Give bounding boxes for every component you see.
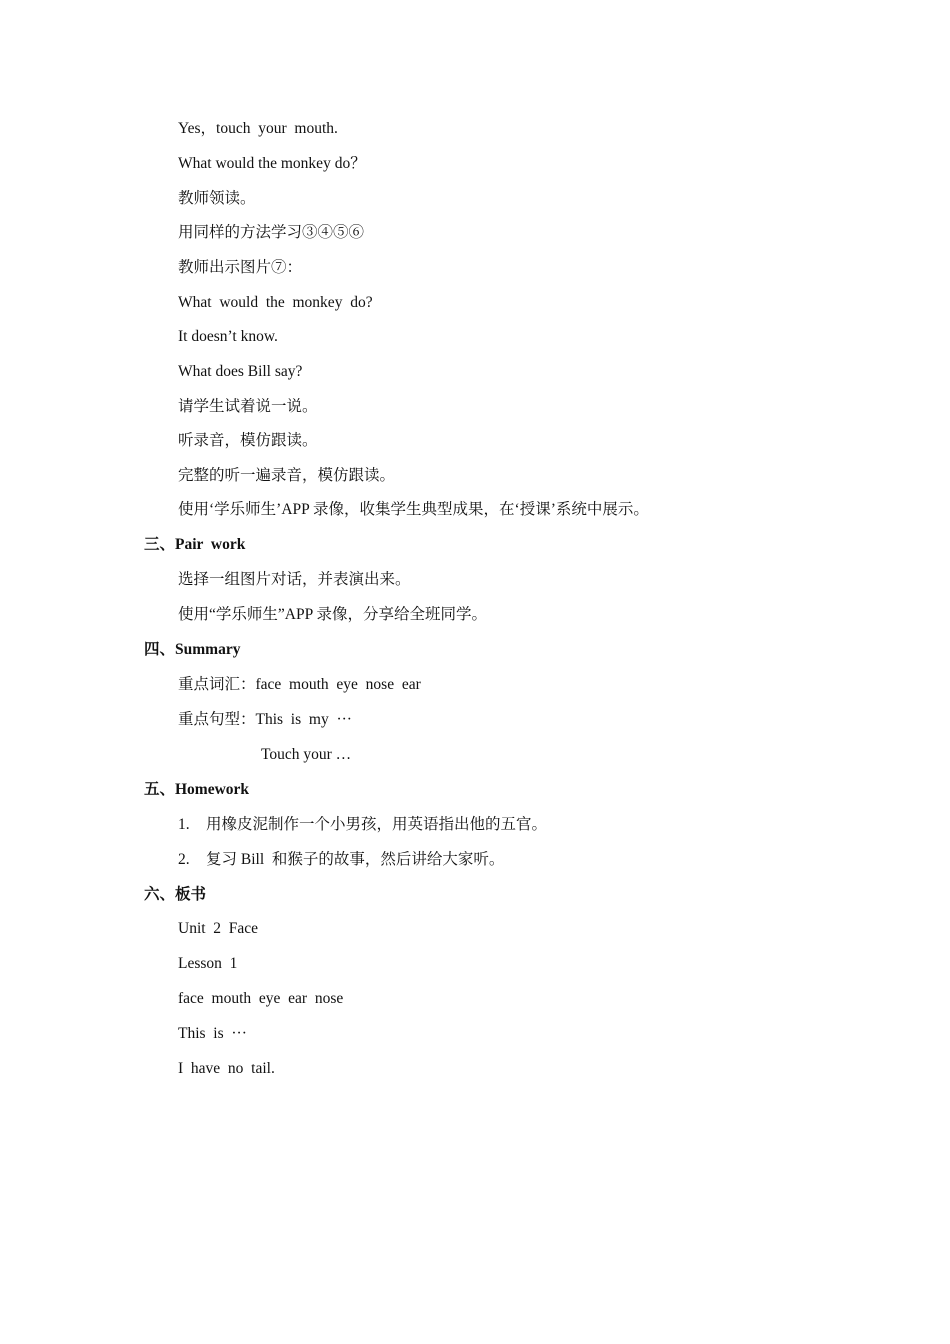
blackboard-line: This is ···: [178, 1025, 247, 1042]
body-text-line: 教师领读。: [178, 190, 256, 207]
body-text-line: What would the monkey do？: [178, 155, 366, 172]
body-text-line: Yes，touch your mouth.: [178, 120, 338, 137]
summary-pattern-2: Touch your …: [261, 746, 352, 763]
summary-vocab: 重点词汇：face mouth eye nose ear: [178, 676, 421, 693]
blackboard-line: face mouth eye ear nose: [178, 990, 344, 1007]
body-text-line: 选择一组图片对话，并表演出来。: [178, 571, 411, 588]
homework-item-number: 1.: [178, 816, 190, 833]
summary-pattern: 重点句型：This is my ···: [178, 711, 352, 728]
blackboard-line: Unit 2 Face: [178, 920, 259, 937]
section-heading-summary: 四、Summary: [144, 641, 241, 658]
section-heading-pair-work: 三、Pair work: [144, 536, 246, 553]
section-heading-blackboard: 六、板书: [144, 886, 207, 903]
section-heading-homework: 五、Homework: [144, 781, 250, 798]
body-text-line: 完整的听一遍录音，模仿跟读。: [178, 467, 396, 484]
body-text-line: What does Bill say?: [178, 363, 303, 380]
body-text-line: What would the monkey do?: [178, 294, 373, 311]
body-text-line: It doesn’t know.: [178, 328, 278, 345]
homework-item-number: 2.: [178, 851, 190, 868]
body-text-line: 请学生试着说一说。: [178, 398, 318, 415]
body-text-line: 使用‘学乐师生’APP 录像，收集学生典型成果，在‘授课’系统中展示。: [178, 501, 649, 518]
body-text-line: 用同样的方法学习③④⑤⑥: [178, 224, 365, 241]
body-text-line: 听录音，模仿跟读。: [178, 432, 318, 449]
body-text-line: 使用“学乐师生”APP 录像，分享给全班同学。: [178, 606, 487, 623]
blackboard-line: Lesson 1: [178, 955, 238, 972]
homework-item-text: 复习 Bill 和猴子的故事，然后讲给大家听。: [206, 851, 505, 868]
blackboard-line: I have no tail.: [178, 1060, 275, 1077]
homework-item-text: 用橡皮泥制作一个小男孩，用英语指出他的五官。: [206, 816, 548, 833]
body-text-line: 教师出示图片⑦：: [178, 259, 303, 276]
